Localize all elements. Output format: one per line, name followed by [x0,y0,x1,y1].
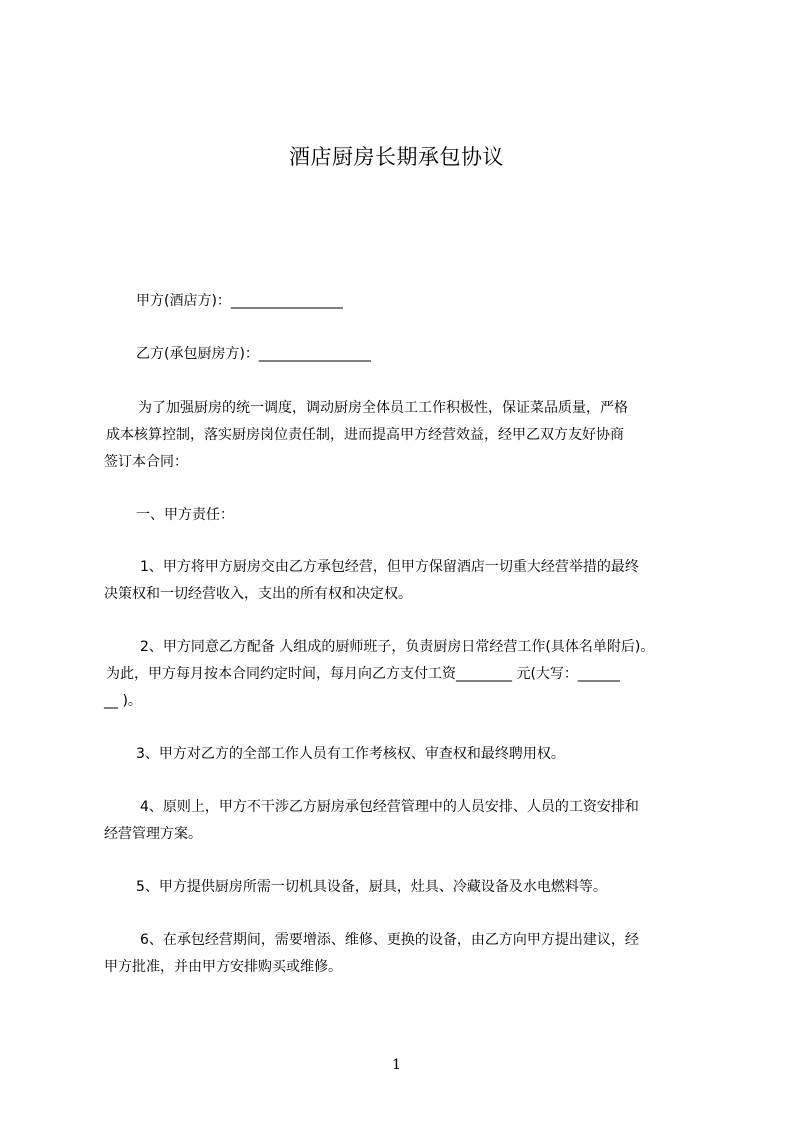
clause-5-line-1: 5、甲方提供厨房所需一切机具设备，厨具，灶具、冷藏设备及水电燃料等。 [136,879,607,895]
clause-4-line-1: 4、原则上，甲方不干涉乙方厨房承包经营管理中的人员安排、人员的工资安排和 [140,799,639,815]
party-a-line: 甲方(酒店方)：________________ [136,293,343,309]
clause-3-line-1: 3、甲方对乙方的全部工作人员有工作考核权、审查权和最终聘用权。 [136,746,565,762]
clause-2-line-2: 为此，甲方每月按本合同约定时间，每月向乙方支付工资________ 元(大写：______ [106,666,620,682]
clause-6-line-1: 6、在承包经营期间，需要增添、维修、更换的设备，由乙方向甲方提出建议，经 [140,932,639,948]
clause-4-line-2: 经营管理方案。 [104,826,202,842]
preamble-line-2: 成本核算控制，落实厨房岗位责任制，进而提高甲方经营效益，经甲乙双方友好协商 [106,427,624,443]
party-b-line: 乙方(承包厨房方)：________________ [136,346,371,362]
clause-2-line-1: 2、甲方同意乙方配备 人组成的厨师班子，负责厨房日常经营工作(具体名单附后)。 [140,639,655,655]
section-heading-party-a-duties: 一、甲方责任： [136,507,234,523]
preamble-line-3: 签订本合同： [104,454,188,470]
clause-1-line-2: 决策权和一切经营收入，支出的所有权和决定权。 [104,586,412,602]
clause-2-line-3: __ )。 [104,693,142,709]
document-title: 酒店厨房长期承包协议 [289,145,504,169]
preamble-line-1: 为了加强厨房的统一调度，调动厨房全体员工工作积极性，保证菜品质量，严格 [138,400,628,416]
clause-1-line-1: 1、甲方将甲方厨房交由乙方承包经营，但甲方保留酒店一切重大经营举措的最终 [140,559,639,575]
clause-6-line-2: 甲方批准，并由甲方安排购买或维修。 [104,959,342,975]
page-number: 1 [392,1057,401,1073]
